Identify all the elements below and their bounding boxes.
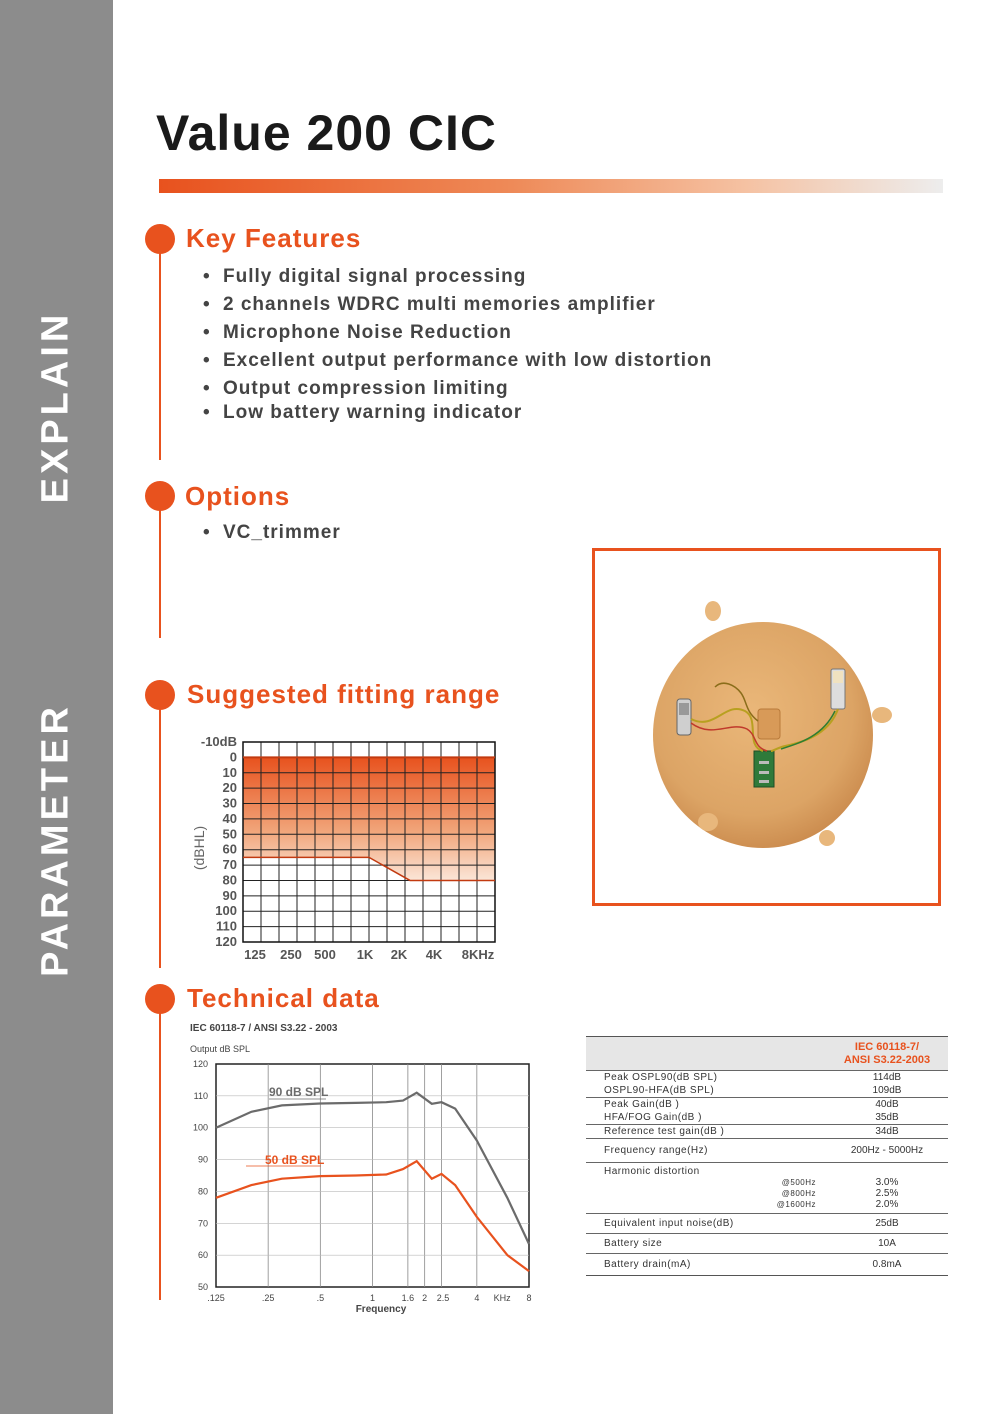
tech-y-tick: 100 (192, 1122, 208, 1133)
list-item: • Excellent output performance with low distortion (203, 350, 713, 371)
fitting-x-tick: 4K (425, 947, 443, 962)
fitting-x-tick: 1K (356, 947, 374, 962)
sidebar (0, 0, 113, 1414)
section-dot-icon (145, 984, 175, 1014)
fitting-y-tick: 90 (222, 887, 237, 903)
fitting-y-tick: 30 (222, 795, 237, 811)
fitting-y-tick: 20 (222, 780, 237, 796)
product-photo-frame (592, 548, 941, 906)
technical-standard: IEC 60118-7 / ANSI S3.22 - 2003 (190, 1023, 338, 1034)
list-item: • Microphone Noise Reduction (203, 322, 512, 343)
table-row: Battery drain(mA) 0.8mA (586, 1254, 948, 1276)
sidebar-parameter-label: PARAMETER (34, 703, 77, 977)
fitting-y-tick: 70 (222, 857, 237, 873)
fitting-y-label: (dBHL) (191, 825, 207, 871)
timeline-line-fitting (159, 706, 161, 968)
table-row: HFA/FOG Gain(dB ) 35dB (604, 1112, 899, 1123)
page-title: Value 200 CIC (156, 105, 497, 161)
fitting-x-tick: 500 (314, 947, 336, 962)
tech-y-tick: 90 (197, 1154, 208, 1165)
fitting-y-tick: 60 (222, 841, 237, 857)
series-label-90db: 90 dB SPL (269, 1085, 329, 1099)
technical-heading: Technical data (187, 983, 380, 1013)
fitting-y-tick: 40 (222, 810, 237, 826)
technical-data-table (586, 1036, 948, 1276)
tech-x-tick: 1.6 (401, 1293, 415, 1303)
fitting-y-tick: 0 (229, 749, 237, 765)
timeline-line-technical (159, 1010, 161, 1300)
timeline-line-options (159, 508, 161, 638)
tech-x-tick: 8 (526, 1293, 532, 1303)
tech-y-tick: 60 (197, 1250, 208, 1261)
table-row: Equivalent input noise(dB) 25dB (586, 1214, 948, 1234)
timeline-line-features (159, 250, 161, 460)
title-gradient-bar (159, 179, 943, 193)
sidebar-explain-label: EXPLAIN (34, 310, 77, 504)
table-row-distortion: Harmonic distortion @500Hz @800Hz @1600Hz 3.0% 2.5% 2.0% (586, 1163, 948, 1214)
section-dot-icon (145, 224, 175, 254)
list-item: • Output compression limiting (203, 378, 509, 399)
options-heading: Options (185, 481, 291, 511)
output-axis-label: Output dB SPL (190, 1044, 251, 1054)
table-row: OSPL90-HFA(dB SPL) 109dB (604, 1085, 902, 1096)
tech-x-label: Frequency (355, 1304, 407, 1315)
tech-y-tick: 110 (193, 1090, 208, 1101)
fitting-y-tick: 50 (222, 826, 237, 842)
tech-x-tick: KHz (493, 1293, 511, 1303)
fitting-heading: Suggested fitting range (187, 679, 501, 709)
pcb-board-image (595, 551, 938, 903)
key-features-heading: Key Features (186, 223, 362, 253)
tech-x-tick: 2.5 (436, 1293, 450, 1303)
tech-x-tick: 1 (369, 1293, 376, 1303)
tech-y-tick: 70 (197, 1218, 208, 1229)
tech-y-tick: 120 (192, 1059, 208, 1069)
tech-y-tick: 80 (197, 1186, 208, 1197)
table-row: Peak Gain(dB ) 40dB (586, 1098, 948, 1112)
fitting-x-tick: 8KHz (461, 947, 495, 962)
options-list (203, 522, 341, 544)
tech-x-tick: .25 (261, 1293, 275, 1303)
list-item: • Fully digital signal processing (203, 266, 527, 287)
tech-x-tick: .125 (207, 1293, 225, 1303)
output-response-chart (186, 1056, 542, 1320)
fitting-y-tick: 120 (215, 934, 237, 949)
section-dot-icon (145, 680, 175, 710)
table-row: Peak OSPL90(dB SPL) 114dB (586, 1071, 948, 1085)
fitting-x-tick: 125 (244, 947, 266, 962)
fitting-y-tick: -10dB (200, 734, 237, 749)
tech-x-tick: 4 (474, 1293, 480, 1303)
list-item: • VC_trimmer (203, 522, 341, 543)
table-row: Reference test gain(dB ) 34dB (586, 1125, 948, 1139)
fitting-y-tick: 110 (216, 918, 237, 934)
fitting-y-tick: 100 (215, 903, 237, 919)
series-label-50db: 50 dB SPL (265, 1153, 325, 1167)
table-row: Frequency range(Hz) 200Hz - 5000Hz (586, 1139, 948, 1163)
fitting-range-chart (180, 730, 510, 970)
table-row: Battery size 10A (586, 1234, 948, 1254)
tech-x-tick: 2 (422, 1293, 428, 1303)
list-item: • 2 channels WDRC multi memories amplifier (203, 294, 656, 315)
fitting-x-tick: 250 (280, 947, 302, 962)
fitting-x-tick: 2K (390, 947, 408, 962)
tech-y-tick: 50 (197, 1282, 208, 1292)
section-dot-icon (145, 481, 175, 511)
table-standard-header: IEC 60118-7/ ANSI S3.22-2003 (826, 1037, 948, 1071)
table-header-row (586, 1037, 948, 1071)
key-features-list (203, 266, 712, 424)
tech-x-tick: .5 (316, 1293, 325, 1303)
fitting-y-tick: 80 (222, 872, 237, 888)
list-item: • Low battery warning indicator (203, 402, 523, 423)
fitting-y-tick: 10 (222, 764, 237, 780)
